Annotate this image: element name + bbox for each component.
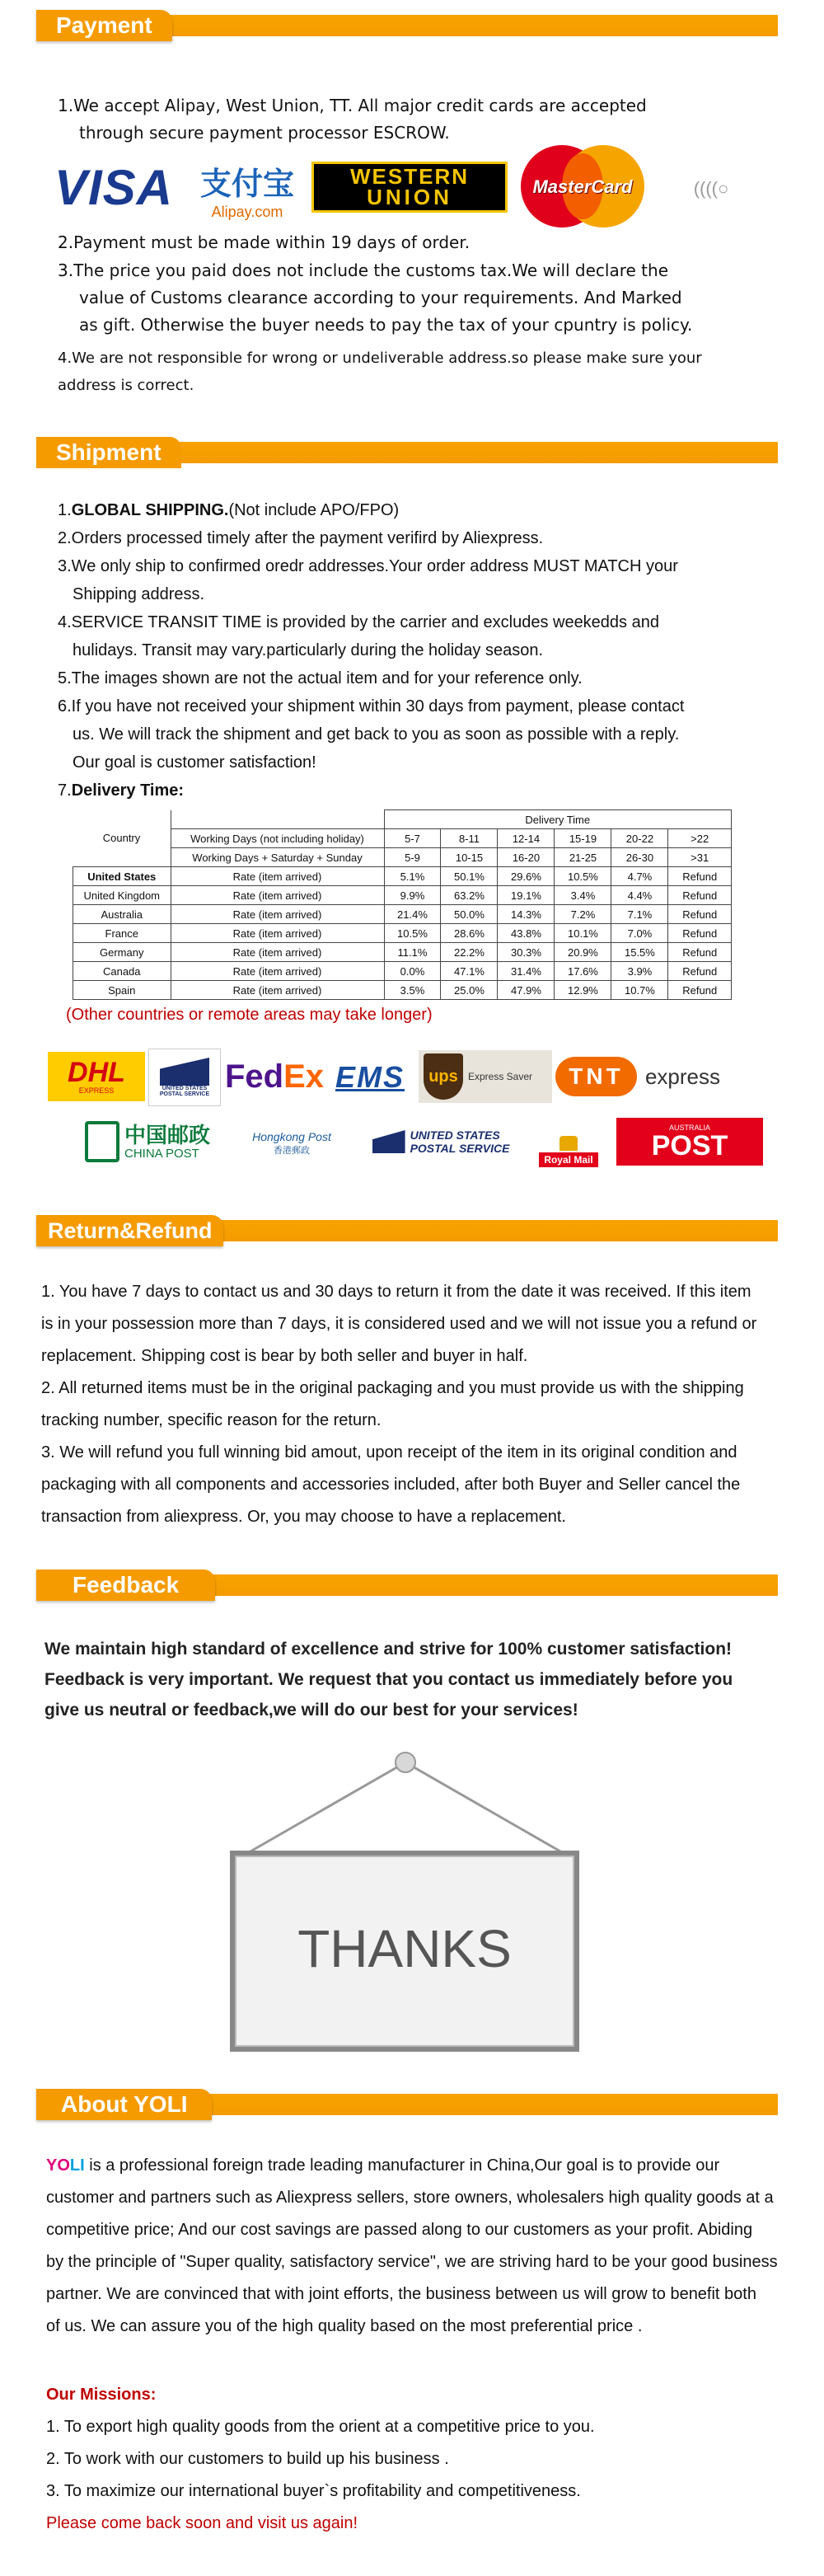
rate-value-cell: 0.0%: [384, 962, 441, 981]
country-cell: Spain: [73, 981, 171, 1000]
refund-header: [36, 1215, 778, 1241]
australia-post-logo: AUSTRALIA POST: [616, 1118, 763, 1166]
country-cell: Germany: [73, 943, 171, 962]
rate-value-cell: 11.1%: [384, 943, 441, 962]
china-post-icon: [85, 1121, 119, 1162]
royal-mail-logo: Royal Mail: [529, 1118, 608, 1167]
rate-value-cell: 14.3%: [498, 905, 555, 924]
rate-value-cell: 7.0%: [611, 924, 668, 943]
rate-value-cell: 43.8%: [498, 924, 555, 943]
rate-value-cell: Refund: [668, 943, 732, 962]
days-range-b: 5-9: [384, 848, 441, 867]
refund-title: Return&Refund: [36, 1215, 223, 1246]
rate-value-cell: Refund: [668, 981, 732, 1000]
rate-value-cell: 10.5%: [555, 867, 611, 886]
rate-value-cell: 7.2%: [555, 905, 611, 924]
ems-logo: EMS: [335, 1060, 405, 1094]
brand-li: LI: [69, 2156, 85, 2175]
usps-logo: UNITED STATES POSTAL SERVICE: [148, 1049, 221, 1106]
days-range-a: >22: [668, 829, 732, 848]
payment-item-3: 3.The price you paid does not include the customs tax.We will declare the value of Customs clearance according to your requirements. And Marked as gift. Otherwise the buyer needs to pay the tax of your cpuntry is policy.: [58, 260, 693, 335]
missions: Our Missions: 1. To export high quality goods from the orient at a competitive price to you. 2. To work with our customers to build up his business . 3. To maximize our international buyer`s profitability and competitiveness. Please come back soon and visit us again!: [46, 2386, 595, 2532]
payment-header: [36, 10, 778, 36]
rate-value-cell: Refund: [668, 924, 732, 943]
dhl-logo: DHL EXPRESS: [48, 1052, 145, 1101]
thanks-text: THANKS: [297, 1919, 512, 1978]
days-range-a: 5-7: [384, 829, 441, 848]
about-header: [36, 2089, 778, 2115]
rate-value-cell: Refund: [668, 962, 732, 981]
visa-logo: VISA: [54, 159, 174, 215]
crown-icon: [559, 1136, 578, 1151]
about-text: YOLI is a professional foreign trade leading manufacturer in China,Our goal is to provide our customer and partners such as Aliexpress sellers, store owners, wholesalers high quality goods at a competitive price; And our cost savings are passed along to our customers as your profit. Abiding by the principle of "Super quality, satisfactory service", we are striving hard to be your good business partner. We are convinced that with joint efforts, the business between us will grow to benefit both of us. We can assure you of the high quality based on the most preferential price .: [46, 2156, 778, 2335]
rate-value-cell: 31.4%: [498, 962, 555, 981]
tnt-logo: TNT express: [555, 1053, 720, 1100]
rate-value-cell: 19.1%: [498, 886, 555, 905]
table-row: [73, 905, 732, 924]
country-cell: United States: [73, 867, 171, 886]
days-range-a: 15-19: [555, 829, 611, 848]
days-range-b: >31: [668, 848, 732, 867]
rate-value-cell: 50.0%: [441, 905, 498, 924]
rate-label-cell: Rate (item arrived): [171, 905, 384, 924]
thanks-sign: [222, 1746, 585, 2059]
country-cell: Australia: [73, 905, 171, 924]
rate-value-cell: 50.1%: [441, 867, 498, 886]
days-range-a: 8-11: [441, 829, 498, 848]
rate-value-cell: 47.9%: [498, 981, 555, 1000]
rate-value-cell: Refund: [668, 886, 732, 905]
hongkong-post-logo: Hongkong Post 香港郵政: [252, 1130, 331, 1156]
table-row: [73, 924, 732, 943]
rate-value-cell: 17.6%: [555, 962, 611, 981]
rate-value-cell: 25.0%: [441, 981, 498, 1000]
days-range-a: 20-22: [611, 829, 668, 848]
rate-value-cell: 22.2%: [441, 943, 498, 962]
country-header: Country: [73, 810, 171, 867]
nail-icon: [396, 1753, 415, 1772]
refund-text: 1. You have 7 days to contact us and 30 days to return it from the date it was received. If this item is in your possession more than 7 days, it is considered used and we will not issue you a refund or replacement. Shipping cost is bear by both seller and buyer in half. 2. All returned items must be in the original packaging and you must provide us with the shipping tracking number, specific reason for the return. 3. We will refund you full winning bid amout, upon receipt of the item in its original condition and packaging with all components and accessories included, after both Buyer and Seller cancel the transaction from aliexpress. Or, you may choose to have a replacement.: [41, 1283, 757, 1526]
other-countries-note: (Other countries or remote areas may take longer): [66, 1006, 433, 1024]
mastercard-logo: MasterCard: [521, 145, 644, 228]
rate-value-cell: 3.9%: [611, 962, 668, 981]
rate-value-cell: 3.5%: [384, 981, 441, 1000]
rate-label-cell: Rate (item arrived): [171, 981, 384, 1000]
table-row: [73, 962, 732, 981]
ups-logo: ups Express Saver: [419, 1050, 552, 1103]
payment-item-2: 2.Payment must be made within 19 days of order.: [58, 232, 471, 252]
alipay-logo: 支付宝 Alipay.com: [199, 167, 294, 220]
feedback-text: We maintain high standard of excellence and strive for 100% customer satisfaction! Feedback is very important. We request that you contact us immediately before you give us neutral or feedback,we will do our best for your services!: [44, 1640, 733, 1720]
working-days-label: Working Days (not including holiday): [171, 829, 384, 848]
contactless-icon: ((((○: [693, 178, 729, 199]
rate-value-cell: 5.1%: [384, 867, 441, 886]
rate-value-cell: Refund: [668, 867, 732, 886]
rate-label-cell: Rate (item arrived): [171, 867, 384, 886]
working-days-weekend-label: Working Days + Saturday + Sunday: [171, 848, 384, 867]
feedback-header: [36, 1570, 778, 1596]
days-range-a: 12-14: [498, 829, 555, 848]
days-range-b: 10-15: [441, 848, 498, 867]
rate-label-cell: Rate (item arrived): [171, 886, 384, 905]
payment-title: Payment: [36, 10, 172, 41]
days-range-b: 21-25: [555, 848, 611, 867]
shipment-title: Shipment: [36, 437, 181, 468]
rate-value-cell: 29.6%: [498, 867, 555, 886]
fedex-logo: Fed Ex: [224, 1058, 325, 1095]
rate-value-cell: 10.7%: [611, 981, 668, 1000]
rate-value-cell: 47.1%: [441, 962, 498, 981]
delivery-time-header: Delivery Time: [384, 810, 732, 829]
rate-value-cell: 63.2%: [441, 886, 498, 905]
rate-label-cell: Rate (item arrived): [171, 962, 384, 981]
rate-value-cell: 20.9%: [555, 943, 611, 962]
rate-value-cell: 10.1%: [555, 924, 611, 943]
country-cell: France: [73, 924, 171, 943]
rate-value-cell: 3.4%: [555, 886, 611, 905]
table-row: [73, 867, 732, 886]
rate-value-cell: 15.5%: [611, 943, 668, 962]
country-cell: United Kingdom: [73, 886, 171, 905]
rate-value-cell: 4.7%: [611, 867, 668, 886]
rate-label-cell: Rate (item arrived): [171, 924, 384, 943]
days-range-b: 26-30: [611, 848, 668, 867]
country-cell: Canada: [73, 962, 171, 981]
rate-label-cell: Rate (item arrived): [171, 943, 384, 962]
payment-item-4: 4.We are not responsible for wrong or undeliverable address.so please make sure your address is correct.: [58, 350, 702, 394]
about-title: About YOLI: [36, 2089, 212, 2120]
brand-yo: YO: [46, 2156, 70, 2175]
usps-logo-2: UNITED STATES POSTAL SERVICE: [363, 1119, 519, 1164]
rate-value-cell: 12.9%: [555, 981, 611, 1000]
rate-value-cell: 4.4%: [611, 886, 668, 905]
payment-item-1: 1.We accept Alipay, West Union, TT. All major credit cards are accepted through secure payment processor ESCROW.: [58, 96, 647, 143]
western-union-logo: WESTERN UNION: [311, 162, 508, 213]
table-row: [73, 981, 732, 1000]
shipment-header: [36, 437, 778, 463]
rate-value-cell: 21.4%: [384, 905, 441, 924]
rate-value-cell: 7.1%: [611, 905, 668, 924]
shipment-list: 1.GLOBAL SHIPPING.(Not include APO/FPO) 2.Orders processed timely after the payment verifird by Aliexpress. 3.We only ship to confirmed oredr addresses.Your order address MUST MATCH your Shipping address. 4.SERVICE TRANSIT TIME is provided by the carrier and excludes weekedds and hulidays. Transit may vary.particularly during the holiday season. 5.The images shown are not the actual item and for your reference only. 6.If you have not received your shipment within 30 days from payment, please contact us. We will track the shipment and get back to you as soon as possible with a reply. Our goal is customer satisfaction! 7.Delivery Time:: [58, 501, 685, 800]
rate-value-cell: Refund: [668, 905, 732, 924]
rate-value-cell: 9.9%: [384, 886, 441, 905]
delivery-time-table: [73, 809, 732, 1000]
days-range-b: 16-20: [498, 848, 555, 867]
feedback-title: Feedback: [36, 1570, 215, 1601]
table-row: [73, 943, 732, 962]
table-row: [73, 886, 732, 905]
rate-value-cell: 28.6%: [441, 924, 498, 943]
china-post-logo: 中国邮政 CHINA POST: [71, 1116, 224, 1167]
rate-value-cell: 10.5%: [384, 924, 441, 943]
rate-value-cell: 30.3%: [498, 943, 555, 962]
